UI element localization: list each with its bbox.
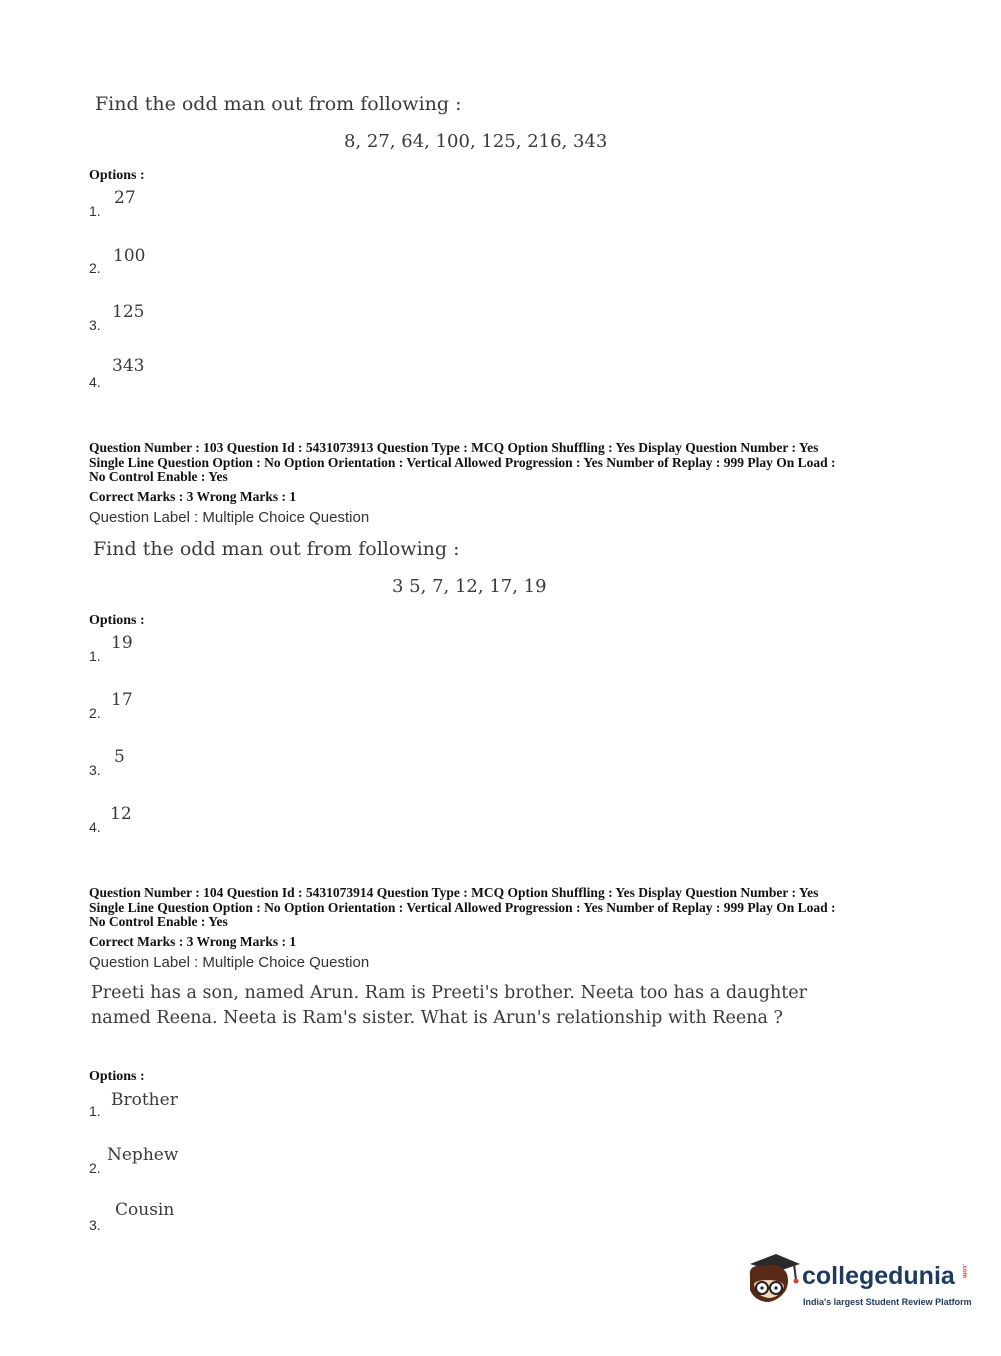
option-value[interactable]: 12 bbox=[110, 804, 132, 824]
meta-line: Single Line Question Option : No Option Orientation : Vertical Allowed Progression : Yes Number of Replay : 999 Play On Load : bbox=[89, 899, 836, 915]
logo-tagline: India's largest Student Review Platform bbox=[803, 1297, 972, 1307]
marks-info: Correct Marks : 3 Wrong Marks : 1 bbox=[89, 489, 297, 504]
question-text: Find the odd man out from following : bbox=[93, 538, 460, 560]
mascot-icon bbox=[742, 1250, 802, 1310]
question-label: Question Label : Multiple Choice Question bbox=[89, 954, 370, 971]
number-sequence: 8, 27, 64, 100, 125, 216, 343 bbox=[344, 131, 608, 152]
meta-line: No Control Enable : Yes bbox=[89, 914, 228, 929]
marks-info: Correct Marks : 3 Wrong Marks : 1 bbox=[89, 934, 297, 949]
option-number: 1. bbox=[89, 648, 101, 664]
option-value[interactable]: Nephew bbox=[107, 1145, 179, 1165]
option-value[interactable]: Brother bbox=[111, 1090, 178, 1110]
number-sequence: 3 5, 7, 12, 17, 19 bbox=[392, 576, 547, 597]
meta-line: No Control Enable : Yes bbox=[89, 469, 228, 484]
option-number: 3. bbox=[89, 1217, 101, 1233]
option-value[interactable]: 100 bbox=[113, 246, 146, 266]
options-title: Options : bbox=[89, 168, 145, 183]
option-value[interactable]: 5 bbox=[114, 747, 125, 767]
option-value[interactable]: Cousin bbox=[115, 1200, 175, 1220]
option-value[interactable]: 27 bbox=[114, 188, 136, 208]
option-number: 3. bbox=[89, 317, 101, 333]
logo-name: collegedunia bbox=[802, 1262, 955, 1290]
option-number: 1. bbox=[89, 203, 101, 219]
option-number: 4. bbox=[89, 819, 101, 835]
option-value[interactable]: 343 bbox=[112, 356, 145, 376]
options-title: Options : bbox=[89, 1069, 145, 1084]
logo-dotcom: .com bbox=[961, 1264, 967, 1279]
option-number: 2. bbox=[89, 705, 101, 721]
question-text: Find the odd man out from following : bbox=[95, 93, 462, 115]
option-value[interactable]: 17 bbox=[111, 690, 133, 710]
option-number: 1. bbox=[89, 1103, 101, 1119]
question-text: Preeti has a son, named Arun. Ram is Preeti's brother. Neeta too has a daughter named Reena. Neeta is Ram's sister. What is Arun's relationship with Reena ? bbox=[91, 983, 807, 1028]
option-number: 4. bbox=[89, 374, 101, 390]
question-meta bbox=[89, 886, 919, 930]
collegedunia-logo[interactable] bbox=[742, 1250, 974, 1312]
meta-line: Single Line Question Option : No Option Orientation : Vertical Allowed Progression : Yes Number of Replay : 999 Play On Load : bbox=[89, 454, 836, 470]
question-meta bbox=[89, 441, 919, 485]
option-number: 2. bbox=[89, 260, 101, 276]
question-label: Question Label : Multiple Choice Question bbox=[89, 509, 370, 526]
options-title: Options : bbox=[89, 613, 145, 628]
meta-line: Question Number : 104 Question Id : 5431073914 Question Type : MCQ Option Shuffling : Yes Display Question Number : Yes bbox=[89, 885, 819, 900]
meta-line: Question Number : 103 Question Id : 5431073913 Question Type : MCQ Option Shuffling : Yes Display Question Number : Yes bbox=[89, 440, 819, 455]
option-value[interactable]: 19 bbox=[111, 633, 133, 653]
option-number: 3. bbox=[89, 762, 101, 778]
option-number: 2. bbox=[89, 1160, 101, 1176]
option-value[interactable]: 125 bbox=[112, 302, 145, 322]
